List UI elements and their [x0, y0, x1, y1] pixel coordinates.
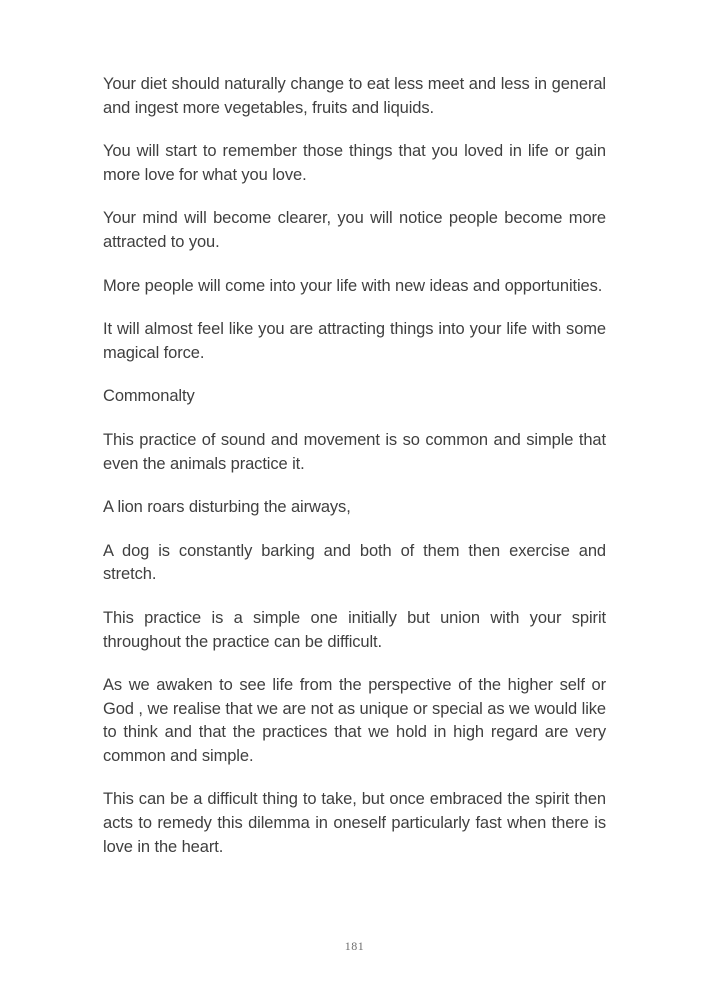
paragraph: Your mind will become clearer, you will notice people become more attracted to you.	[103, 209, 606, 251]
page-number: 181	[344, 939, 365, 953]
page-body-text	[103, 73, 606, 879]
paragraph: A lion roars disturbing the airways,	[103, 498, 351, 517]
paragraph: As we awaken to see life from the perspective of the higher self or God , we realise that we are not as unique or special as we would like to think and that the practices that we hold in high regard are very common and simple.	[103, 676, 606, 765]
paragraph: This practice of sound and movement is so common and simple that even the animals practice it.	[103, 430, 606, 473]
paragraph: More people will come into your life with new ideas and opportunities.	[103, 276, 603, 295]
paragraph: It will almost feel like you are attracting things into your life with some magical force.	[103, 320, 606, 362]
paragraph: You will start to remember those things that you loved in life or gain more love for what you love.	[103, 142, 606, 184]
paragraph: This can be a difficult thing to take, but once embraced the spirit then acts to remedy this dilemma in oneself particularly fast when there is love in the heart.	[103, 790, 606, 856]
section-heading: Commonalty	[103, 387, 195, 406]
paragraph: A dog is constantly barking and both of them then exercise and stretch.	[103, 541, 606, 584]
paragraph: This practice is a simple one initially but union with your spirit throughout the practice can be difficult.	[103, 608, 606, 651]
paragraph: Your diet should naturally change to eat less meet and less in general and ingest more vegetables, fruits and liquids.	[103, 75, 606, 117]
